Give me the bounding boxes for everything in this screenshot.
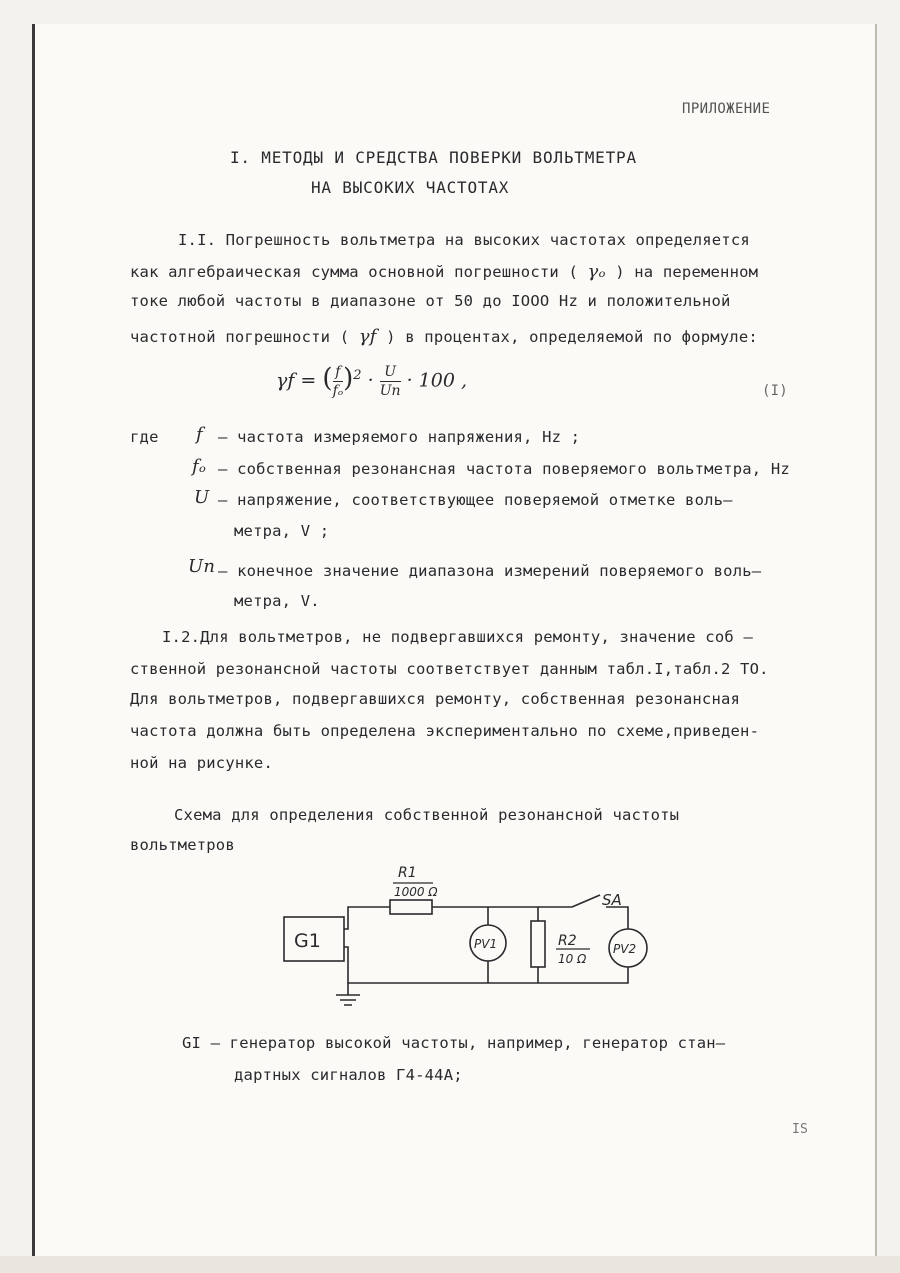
- where-label: где: [130, 428, 159, 446]
- g1-label: G1: [294, 930, 321, 952]
- formula-lhs: γf =: [276, 369, 317, 392]
- resistor-r1: [390, 900, 432, 914]
- appendix-label: ПРИЛОЖЕНИЕ: [682, 101, 771, 117]
- legend-line2: дартных сигналов Г4-44А;: [234, 1066, 463, 1084]
- formula: [276, 363, 467, 400]
- voltage-numerator: U: [380, 363, 401, 382]
- para1-line3: токе любой частоты в диапазоне от 50 до IOOO Hz и положительной: [130, 292, 731, 310]
- formula-tail: · 100 ,: [406, 369, 468, 392]
- wire-top-left: [344, 907, 390, 929]
- def-text-un-cont: метра, V.: [234, 592, 320, 610]
- para1-line4: [130, 326, 758, 347]
- paren-open: (: [322, 363, 333, 394]
- para1-line1: I.I. Погрешность вольтметра на высоких частотах определяется: [178, 231, 750, 249]
- pv1-label: PV1: [474, 937, 498, 951]
- def-symbol-f0: fₒ: [192, 456, 206, 477]
- para1-line2-start: как алгебраическая сумма основной погрешности (: [130, 263, 578, 281]
- sa-label: SA: [602, 891, 622, 909]
- para2-line1: I.2.Для вольтметров, не подвергавшихся ремонту, значение соб –: [162, 628, 753, 646]
- gamma-f-symbol: γf: [358, 326, 377, 347]
- def-text-un: – конечное значение диапазона измерений поверяемого воль–: [218, 562, 762, 580]
- def-text-f: – частота измеряемого напряжения, Hz ;: [218, 428, 581, 446]
- def-text-u: – напряжение, соответствующее поверяемой отметке воль–: [218, 491, 733, 509]
- voltage-ratio: [380, 363, 401, 400]
- wire-top-right: [606, 907, 628, 929]
- r2-name: R2: [558, 933, 577, 949]
- para2-line4: частота должна быть определена экспериментально по схеме,приведен-: [130, 722, 760, 740]
- para2-line5: ной на рисунке.: [130, 754, 273, 772]
- formula-power: 2: [353, 368, 362, 384]
- formula-dot: ·: [367, 369, 374, 392]
- ground-symbol: [336, 983, 360, 1005]
- paren-close: ): [343, 363, 354, 394]
- para1-line4-end: ) в процентах, определяемой по формуле:: [386, 328, 758, 346]
- circuit-diagram: [270, 855, 670, 1015]
- equation-number: (I): [762, 383, 788, 399]
- para1-line4-start: частотной погрешности (: [130, 328, 350, 346]
- section-title-line1: I. МЕТОДЫ И СРЕДСТВА ПОВЕРКИ ВОЛЬТМЕТРА: [230, 148, 637, 167]
- switch-sa: [572, 895, 600, 907]
- def-symbol-un: Uп: [188, 556, 216, 577]
- pv2-label: PV2: [613, 942, 637, 956]
- schema-caption-line2: вольтметров: [130, 836, 235, 854]
- section-title-line2: НА ВЫСОКИХ ЧАСТОТАХ: [311, 178, 510, 197]
- para1-line2-end: ) на переменном: [615, 263, 759, 281]
- r1-name: R1: [398, 865, 417, 881]
- resistor-r2: [531, 921, 545, 967]
- ratio-denominator: fₒ: [332, 383, 344, 399]
- schema-caption-line1: Схема для определения собственной резонансной частоты: [174, 806, 680, 824]
- r2-value: 10 Ω: [558, 952, 587, 966]
- para2-line2: ственной резонансной частоты соответствует данным табл.I,табл.2 ТО.: [130, 660, 769, 678]
- frequency-ratio: [333, 363, 344, 400]
- def-symbol-u: U: [194, 487, 210, 508]
- def-symbol-f: f: [196, 424, 203, 445]
- gamma-zero-symbol: γₒ: [587, 261, 606, 282]
- def-text-u-cont: метра, V ;: [234, 522, 330, 540]
- r1-value: 1000 Ω: [394, 885, 438, 899]
- para2-line3: Для вольтметров, подвергавшихся ремонту, собственная резонансная: [130, 690, 741, 708]
- def-text-f0: – собственная резонансная частота поверяемого вольтметра, Hz: [218, 460, 790, 478]
- scan-margin: [0, 1256, 900, 1273]
- page-number-mark: IS: [792, 1122, 809, 1137]
- legend-line1: GI – генератор высокой частоты, например, генератор стан–: [182, 1034, 726, 1052]
- para1-line2: [130, 261, 758, 282]
- voltage-denominator: Uп: [379, 383, 401, 399]
- ratio-numerator: f: [333, 363, 344, 382]
